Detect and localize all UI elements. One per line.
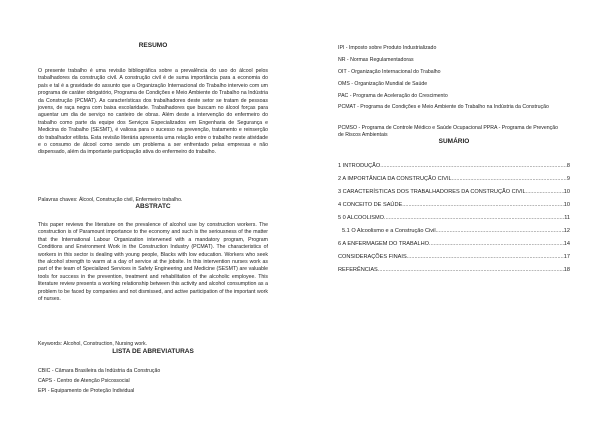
abbrev-item: EPI - Equipamento de Proteção Individual <box>38 388 135 394</box>
toc-label: CONSIDERAÇÕES FINAIS <box>338 254 407 260</box>
toc-label: 6 A ENFERMAGEM DO TRABALHO <box>338 241 429 247</box>
toc-label: 5.1 O Alcoolismo e a Construção Civil <box>342 228 436 234</box>
toc-page: 10 <box>563 202 570 208</box>
toc-leader <box>429 241 564 247</box>
toc-leader <box>436 228 564 234</box>
resumo-title: RESUMO <box>138 42 168 49</box>
abreviaturas-title: LISTA DE ABREVIATURAS <box>112 348 194 355</box>
abbrev-item: PCMAT - Programa de Condições e Meio Ambiente do Trabalho na Indústria da Construção <box>338 104 549 110</box>
toc-page: 10 <box>563 189 570 195</box>
toc-entry[interactable] <box>338 215 570 221</box>
toc-entry[interactable] <box>338 254 570 260</box>
sumario-title: SUMÁRIO <box>438 138 470 145</box>
toc-entry[interactable] <box>338 163 570 169</box>
abbrev-item: PAC - Programa de Aceleração do Crescimento <box>338 93 448 99</box>
toc-label: 1 INTRODUÇÃO <box>338 163 381 169</box>
toc-label: 3 CARACTERÍSTICAS DOS TRABALHADORES DA CONSTRUÇÃO CIVIL <box>338 189 526 195</box>
toc-entry[interactable] <box>338 202 570 208</box>
toc-page: 8 <box>566 163 570 169</box>
toc-entry[interactable] <box>342 228 570 234</box>
toc-page: 9 <box>566 176 570 182</box>
toc-page: 17 <box>563 254 570 260</box>
abbrev-item: NR - Normas Regulamentadoras <box>338 57 414 63</box>
toc-leader <box>526 189 564 195</box>
toc-label: REFERÊNCIAS <box>338 267 378 273</box>
abbrev-item: IPI - Imposto sobre Produto Industrializado <box>338 45 437 51</box>
abbrev-item: OMS - Organização Mundial de Saúde <box>338 81 428 87</box>
toc-leader <box>380 163 567 169</box>
abstract-body: This paper reviews the literature on the prevalence of alcohol use by construction workers. The construction is of Paramount importance to the economy and such is the seriousness of the matter that the International Labour Organization intervened with a mandatory program, Program Conditions and Environment Work in the Construction Industry (PCMAT). The characteristics of workers in this sector is dealing with young people, Blacks with low education. Workers who seek the alcohol strength to warm at a day of service at the jobsite. In this intervention nurses work as part of the team of Specialized Services in Safety Engineering and Medicine (SESMT) are valuable tools for success in the prevention, treatment and rehabilitation of the alcoholic employee. This literature review presents a working relationship between this activity and alcohol consumption as a problem to be faced by companies and not dismissed, and active participation of the important work of nurses. <box>38 222 268 303</box>
toc-leader <box>452 176 567 182</box>
toc-entry[interactable] <box>338 267 570 273</box>
toc-leader <box>402 202 564 208</box>
toc-label: 2 A IMPORTÂNCIA DA CONSTRUÇÃO CIVIL <box>338 176 452 182</box>
abbrev-item: CBIC - Câmara Brasileira da Indústria da Construção <box>38 368 161 374</box>
abbrev-item: OIT - Organização Internacional do Trabalho <box>338 69 441 75</box>
toc-leader <box>407 254 564 260</box>
toc-entry[interactable] <box>338 241 570 247</box>
abbrev-item: CAPS - Centro de Atenção Psicossocial <box>38 378 130 384</box>
resumo-keywords: Palavras chaves: Álcool, Construção civil, Enfermeiro trabalho. <box>38 197 183 203</box>
toc-page: 18 <box>563 267 570 273</box>
toc-page: 11 <box>564 215 570 221</box>
toc-label: 5 0 ALCOOLISMO <box>338 215 385 221</box>
toc-label: 4 CONCEITO DE SAÚDE <box>338 202 403 208</box>
resumo-body: O presente trabalho é uma revisão bibliográfica sobre a prevalência do uso do álcool pelos trabalhadores da construção civil. A construção civil é de suma importância para a economia do país e tal é a gravidade do assunto que a Organização Internacional do Trabalho interveio com um programa de caráter obrigatório, Programa de Condições e Meio Ambiente do Trabalho na Indústria da Construção (PCMAT). As características dos trabalhadores deste setor se tratam de pessoas jovens, de raça negra com baixa escolaridade. Trabalhadores que buscam no álcool forças para aguentar um dia de serviço no canteiro de obras. Além deste a intervenção do enfermeiro do trabalho como parte da equipe dos Serviços Especializados em Engenharia de Segurança e Medicina do Trabalho (SESMT), é valiosa para o sucesso na prevenção, tratamento e reinserção do trabalhador etilista. Esta revisão literária apresenta uma relação entre o trabalho neste atividade e o consumo de álcool como sendo um problema a ser enfrentado pelas empresas e não dispensado, além da importante participação ativa do enfermeiro do trabalho. <box>38 68 268 156</box>
abstract-title: ABSTRATC <box>135 203 171 210</box>
abstract-keywords: Keywords: Alcohol, Construction, Nursing work. <box>38 341 147 347</box>
toc-page: 14 <box>563 241 570 247</box>
toc-leader <box>384 215 564 221</box>
toc-leader <box>378 267 564 273</box>
toc-entry[interactable] <box>338 189 570 195</box>
toc-entry[interactable] <box>338 176 570 182</box>
abbrev-item: PCMSO - Programa de Controle Médico e Saúde Ocupacional PPRA - Programa de Prevenção de Riscos Ambientais <box>338 125 558 139</box>
toc-page: 12 <box>563 228 570 234</box>
